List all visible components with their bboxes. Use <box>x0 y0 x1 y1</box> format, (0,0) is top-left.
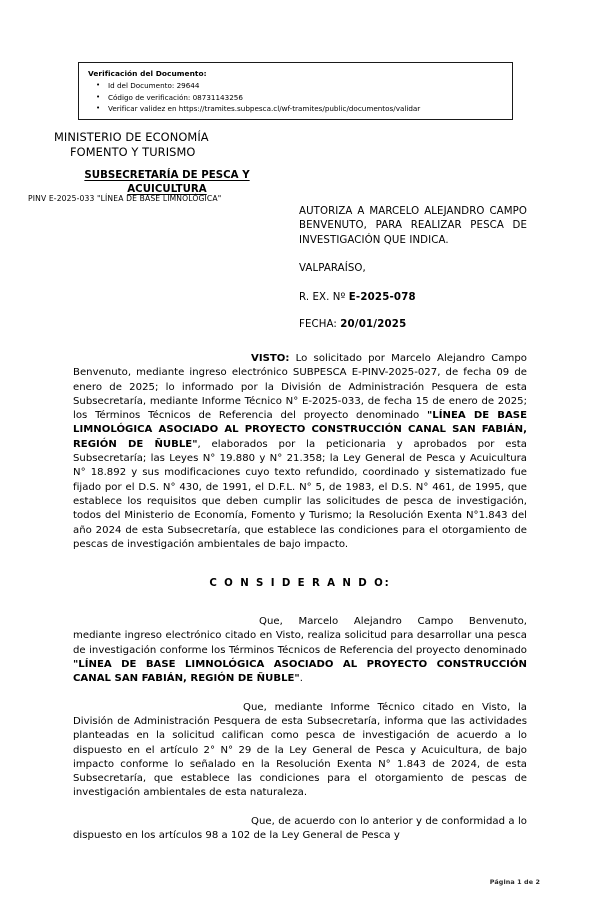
considerando-paragraph-2 <box>73 701 527 801</box>
resolution-title-block <box>299 205 527 332</box>
visto-text-part2: , elaborados por la peticionaria y aprobados por esta Subsecretaría; las Leyes N° 19.880 y N° 21.358; la Ley General de Pesca y Acuicultura N° 18.892 y sus modificaciones cuyo texto refundido, coordinado y sistematizado fue fijado por el D.S. N° 430, de 1991, el D.F.L. N° 5, de 1983, el D.S. N° 461, de 1995, que establece los requisitos que deben cumplir las solicitudes de pesca de investigación, todos del Ministerio de Economía, Fomento y Turismo; la Resolución Exenta N°1.843 del año 2024 de esta Subsecretaría, que establece las condiciones para el otorgamiento de pescas de investigación ambientales de bajo impacto. <box>73 438 527 550</box>
spacer <box>73 687 527 701</box>
list-item <box>96 80 512 92</box>
project-name-emphasis: "LÍNEA DE BASE LIMNOLÓGICA ASOCIADO AL PROYECTO CONSTRUCCIÓN CANAL SAN FABIÁN, REGIÓN DE ÑUBLE" <box>73 659 527 685</box>
resolution-number-row <box>299 291 527 305</box>
resolution-date-value: 20/01/2025 <box>340 319 407 331</box>
verification-title: Verificación del Documento: <box>88 69 207 78</box>
subsecretaria-line2: ACUICULTURA <box>127 184 207 195</box>
ministry-name-line1: MINISTERIO DE ECONOMÍA <box>54 130 209 144</box>
project-reference-code: PINV E-2025-033 "LÍNEA DE BASE LIMNOLÓGICA" <box>28 194 222 203</box>
issue-city: VALPARAÍSO, <box>299 263 366 275</box>
page-number-footer: Página 1 de 2 <box>489 878 540 886</box>
resolution-subject: AUTORIZA A MARCELO ALEJANDRO CAMPO BENVENUTO, PARA REALIZAR PESCA DE INVESTIGACIÓN QUE INDICA. <box>299 206 527 246</box>
verification-list <box>88 80 512 115</box>
ministry-header <box>52 130 282 197</box>
resolution-date-label: FECHA: <box>299 319 341 331</box>
verification-document-id: Id del Documento: 29644 <box>108 81 200 90</box>
considerando-2-text: Que, mediante Informe Técnico citado en Visto, la División de Administración Pesquera de esta Subsecretaría, informa que las actividades planteadas en la solicitud califican como pesca de investigación de acuerdo a lo dispuesto en el artículo 2° N° 29 de la Ley General de Pesca y Acuicultura, de bajo impacto conforme lo señalado en la Resolución Exenta N° 1.843 de 2024, de esta Subsecretaría, que establece las condiciones para el otorgamiento de pescas de investigación ambientales de esta naturaleza. <box>73 701 527 799</box>
considerando-paragraph-3 <box>73 815 527 844</box>
spacer <box>73 589 527 615</box>
resolution-date-row <box>299 318 527 332</box>
visto-label: VISTO: <box>251 353 290 364</box>
subsecretaria-line1: SUBSECRETARÍA DE PESCA Y <box>84 170 250 181</box>
list-item <box>96 103 512 115</box>
considerando-paragraph-1 <box>73 615 527 686</box>
considerando-1-text-part2: . <box>299 673 303 685</box>
considerando-heading: C O N S I D E R A N D O: <box>209 578 391 590</box>
ministry-name-line2: FOMENTO Y TURISMO <box>70 145 196 159</box>
resolution-number-value: E-2025-078 <box>348 291 416 303</box>
document-verification-box <box>78 62 513 120</box>
visto-paragraph <box>73 352 527 552</box>
document-body <box>73 352 527 843</box>
bullet-icon: • <box>96 92 101 101</box>
visto-text-part1: Lo solicitado por Marcelo Alejandro Campo Benvenuto, mediante ingreso electrónico SUBPESCA E-PINV-2025-027, de fecha 09 de enero de 2025; lo informado por la División de Administración Pesquera de esta Subsecretaría, mediante Informe Técnico N° E-2025-033, de fecha 15 de enero de 2025; los Términos Técnicos de Referencia del proyecto denominado <box>73 353 527 422</box>
verification-code: Código de verificación: 08731143256 <box>108 92 243 102</box>
bullet-icon: • <box>96 81 101 89</box>
considerando-1-text-part1: Que, Marcelo Alejandro Campo Benvenuto, mediante ingreso electrónico citado en Visto, realiza solicitud para desarrollar una pesca de investigación conforme los Términos Técnicos de Referencia del proyecto denominado <box>73 616 527 656</box>
bullet-icon: • <box>96 104 101 112</box>
project-name-emphasis: "LÍNEA DE BASE LIMNOLÓGICA ASOCIADO AL PROYECTO CONSTRUCCIÓN CANAL SAN FABIÁN, REGIÓN DE ÑUBLE" <box>73 410 527 450</box>
resolution-number-label: R. EX. Nº <box>299 291 349 303</box>
list-item <box>96 92 512 104</box>
verification-url: Verificar validez en https://tramites.subpesca.cl/wf-tramites/public/documentos/validar <box>108 104 421 113</box>
considerando-3-text: Que, de acuerdo con lo anterior y de conformidad a lo dispuesto en los artículos 98 a 102 de la Ley General de Pesca y <box>73 815 527 842</box>
spacer <box>73 801 527 815</box>
